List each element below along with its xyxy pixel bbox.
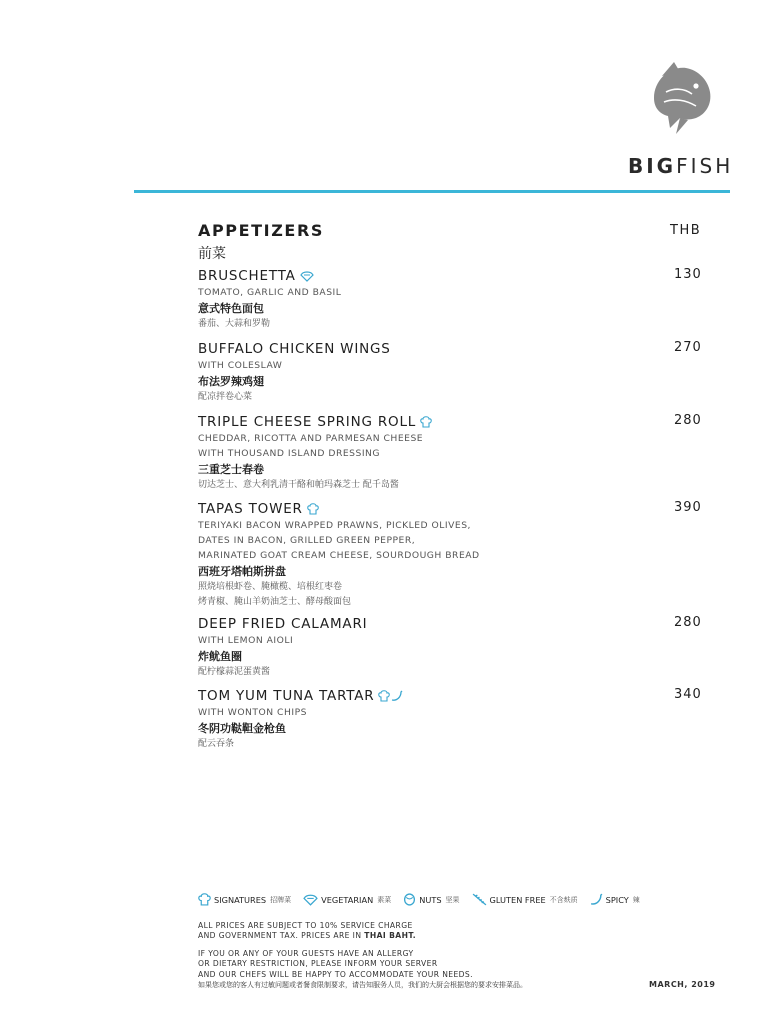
item-name: BRUSCHETTA bbox=[198, 268, 296, 284]
item-price: 390 bbox=[674, 500, 702, 515]
legend-gluten-free bbox=[472, 893, 578, 906]
legend-label-zh: 素菜 bbox=[377, 895, 392, 904]
item-description: WITH LEMON AIOLI bbox=[198, 635, 294, 646]
fish-logo-icon bbox=[640, 58, 716, 136]
menu-item bbox=[198, 267, 718, 332]
menu-item bbox=[198, 340, 718, 405]
allergy-note-zh: 如果您或您的客人有过敏问题或者餐食限制要求，请告知服务人员，我们的大厨会根据您的要求安排菜品。 bbox=[198, 981, 527, 989]
legend-label-zh: 坚果 bbox=[445, 895, 460, 904]
legend-label-zh: 招牌菜 bbox=[270, 895, 292, 904]
item-description: TOMATO, GARLIC AND BASIL bbox=[198, 287, 342, 298]
menu-date: MARCH, 2019 bbox=[649, 980, 716, 989]
menu-item bbox=[198, 500, 718, 610]
item-description-zh: 照烧培根虾卷、腌橄榄、培根红枣卷 bbox=[198, 582, 343, 592]
legend-label: SPICY bbox=[605, 894, 629, 905]
icon-legend bbox=[198, 893, 652, 906]
legend-label: NUTS bbox=[419, 894, 442, 905]
item-name: TAPAS TOWER bbox=[198, 501, 303, 517]
item-name: TOM YUM TUNA TARTAR bbox=[198, 688, 375, 704]
item-description-zh: 配云吞条 bbox=[198, 739, 235, 749]
menu-item bbox=[198, 615, 718, 680]
brand-name: BIGFISH bbox=[628, 154, 734, 178]
item-name: BUFFALO CHICKEN WINGS bbox=[198, 341, 391, 357]
gluten-free-icon bbox=[472, 893, 487, 906]
item-name: DEEP FRIED CALAMARI bbox=[198, 616, 368, 632]
item-description-zh: 切达芝士、意大利乳清干酪和帕玛森芝士 配千岛酱 bbox=[198, 480, 399, 490]
legend-label: SIGNATURES bbox=[214, 894, 267, 905]
item-name: TRIPLE CHEESE SPRING ROLL bbox=[198, 414, 417, 430]
signature-icon bbox=[378, 690, 390, 702]
item-description-zh: 烤青椒、腌山羊奶油芝士、酵母酸面包 bbox=[198, 597, 352, 607]
item-description: TERIYAKI BACON WRAPPED PRAWNS, PICKLED OLIVES, bbox=[198, 520, 471, 531]
item-price: 280 bbox=[674, 615, 702, 630]
section-title: APPETIZERS bbox=[198, 221, 325, 240]
nuts-icon bbox=[403, 893, 416, 906]
legend-signatures bbox=[198, 893, 291, 906]
item-description-zh: 配凉拌卷心菜 bbox=[198, 392, 253, 402]
legend-label: VEGETARIAN bbox=[321, 894, 374, 905]
menu-item bbox=[198, 687, 718, 752]
vegetarian-icon bbox=[300, 270, 314, 282]
spicy-icon bbox=[590, 893, 603, 906]
item-description: WITH THOUSAND ISLAND DRESSING bbox=[198, 448, 381, 459]
item-description: MARINATED GOAT CREAM CHEESE, SOURDOUGH BREAD bbox=[198, 550, 480, 561]
item-description-zh: 配柠檬蒜泥蛋黄酱 bbox=[198, 667, 271, 677]
item-name-zh: 意式特色面包 bbox=[198, 302, 264, 315]
item-price: 340 bbox=[674, 687, 702, 702]
allergy-note: IF YOU OR ANY OF YOUR GUESTS HAVE AN ALLERGY OR DIETARY RESTRICTION, PLEASE INFORM YOUR SERVER AND OUR CHEFS WILL BE HAPPY TO ACCOMMODATE YOUR NEEDS. bbox=[198, 949, 473, 979]
legend-spicy bbox=[590, 893, 640, 906]
section-title-zh: 前菜 bbox=[198, 246, 226, 262]
item-description-zh: 番茄、大蒜和罗勒 bbox=[198, 319, 271, 329]
item-name-zh: 炸鱿鱼圈 bbox=[198, 650, 242, 663]
header-divider bbox=[134, 190, 730, 193]
legend-vegetarian bbox=[303, 893, 391, 906]
signature-icon bbox=[420, 416, 432, 428]
item-description: DATES IN BACON, GRILLED GREEN PEPPER, bbox=[198, 535, 416, 546]
brand-logo bbox=[600, 58, 740, 178]
item-description: CHEDDAR, RICOTTA AND PARMESAN CHEESE bbox=[198, 433, 424, 444]
service-charge-note: ALL PRICES ARE SUBJECT TO 10% SERVICE CHARGE AND GOVERNMENT TAX. PRICES ARE IN THAI BAHT. bbox=[198, 921, 417, 941]
item-name-zh: 三重芝士春卷 bbox=[198, 463, 264, 476]
currency-label: THB bbox=[670, 223, 702, 238]
item-name-zh: 布法罗辣鸡翅 bbox=[198, 375, 264, 388]
legend-nuts bbox=[403, 893, 459, 906]
spicy-icon bbox=[391, 690, 403, 702]
item-name-zh: 冬阴功鞑靼金枪鱼 bbox=[198, 722, 286, 735]
item-description: WITH COLESLAW bbox=[198, 360, 283, 371]
signature-icon bbox=[307, 503, 319, 515]
signature-icon bbox=[198, 893, 211, 906]
item-price: 270 bbox=[674, 340, 702, 355]
vegetarian-icon bbox=[303, 893, 318, 906]
legend-label-zh: 辣 bbox=[632, 895, 640, 904]
item-name-zh: 西班牙塔帕斯拼盘 bbox=[198, 565, 286, 578]
legend-label: GLUTEN FREE bbox=[489, 894, 546, 905]
legend-label-zh: 不含麸质 bbox=[549, 895, 578, 904]
menu-item bbox=[198, 413, 718, 493]
item-price: 130 bbox=[674, 267, 702, 282]
item-price: 280 bbox=[674, 413, 702, 428]
item-description: WITH WONTON CHIPS bbox=[198, 707, 307, 718]
